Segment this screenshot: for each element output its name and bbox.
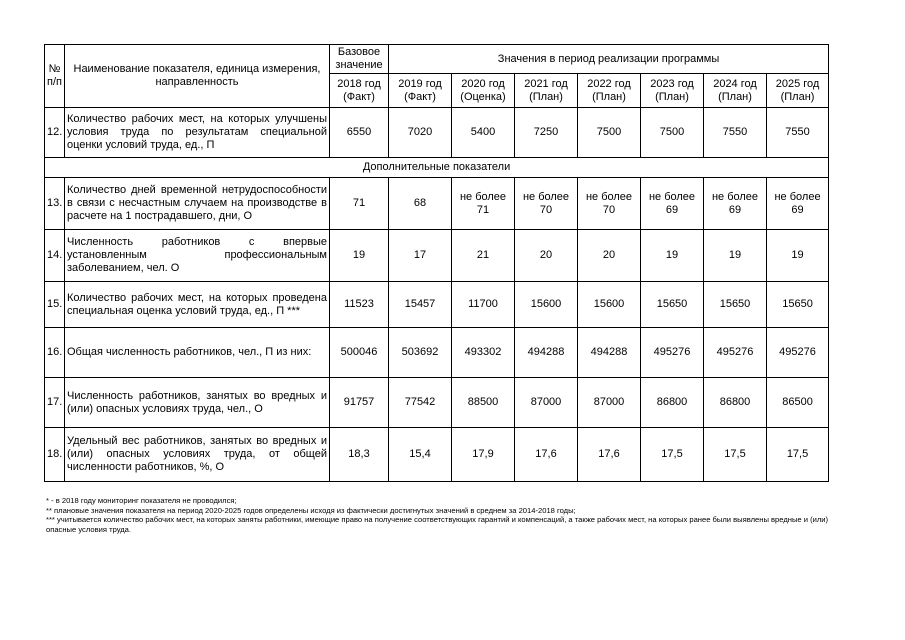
row-name: Количество рабочих мест, на которых улучшены условия труда по результатам специальной оценки условий труда, ед., П	[65, 108, 330, 158]
row-name: Численность работников с впервые установленным профессиональным заболеванием, чел. О	[65, 230, 330, 282]
row-value: 7020	[389, 108, 452, 158]
header-name: Наименование показателя, единица измерения, направленность	[65, 45, 330, 108]
row-value: 71	[330, 178, 389, 230]
header-year: 2020 год (Оценка)	[452, 74, 515, 108]
row-value: 19	[330, 230, 389, 282]
header-year: 2025 год (План)	[767, 74, 829, 108]
row-value: 15457	[389, 282, 452, 328]
row-num: 15.	[45, 282, 65, 328]
row-value: 15600	[515, 282, 578, 328]
footnote: ** плановые значения показателя на период 2020-2025 годов определены исходя из фактически достигнутых значений в среднем за 2014-2018 годы;	[46, 505, 576, 515]
table-row	[45, 282, 829, 328]
row-value: 17,5	[767, 428, 829, 482]
row-num: 17.	[45, 378, 65, 428]
header-year: 2018 год (Факт)	[330, 74, 389, 108]
row-value: 503692	[389, 328, 452, 378]
row-value: 17,5	[641, 428, 704, 482]
table-row	[45, 230, 829, 282]
row-value: 20	[515, 230, 578, 282]
header-num: № п/п	[45, 45, 65, 108]
header-year: 2024 год (План)	[704, 74, 767, 108]
row-value: 21	[452, 230, 515, 282]
footnote: * - в 2018 году мониторинг показателя не проводился;	[46, 496, 237, 505]
row-name: Удельный вес работников, занятых во вредных и (или) опасных условиях труда, от общей численности работников, %, О	[65, 428, 330, 482]
header-year: 2022 год (План)	[578, 74, 641, 108]
row-value: 500046	[330, 328, 389, 378]
table-row	[45, 378, 829, 428]
row-value: 91757	[330, 378, 389, 428]
row-value: 7250	[515, 108, 578, 158]
row-name: Общая численность работников, чел., П из них:	[65, 328, 330, 378]
row-value: 18,3	[330, 428, 389, 482]
row-value: 68	[389, 178, 452, 230]
row-value: 87000	[515, 378, 578, 428]
row-value: 495276	[704, 328, 767, 378]
row-num: 14.	[45, 230, 65, 282]
row-value: не более 70	[515, 178, 578, 230]
header-base: Базовое значение	[330, 45, 389, 74]
row-value: 86800	[704, 378, 767, 428]
row-value: 86800	[641, 378, 704, 428]
row-value: 7500	[578, 108, 641, 158]
row-value: 494288	[578, 328, 641, 378]
row-value: 15650	[767, 282, 829, 328]
header-year: 2021 год (План)	[515, 74, 578, 108]
row-value: 495276	[641, 328, 704, 378]
row-value: 17,6	[578, 428, 641, 482]
table-row	[45, 328, 829, 378]
row-value: не более 71	[452, 178, 515, 230]
row-value: 5400	[452, 108, 515, 158]
row-value: 87000	[578, 378, 641, 428]
row-name: Количество рабочих мест, на которых проведена специальная оценка условий труда, ед., П ***	[65, 282, 330, 328]
row-num: 12.	[45, 108, 65, 158]
row-value: 77542	[389, 378, 452, 428]
header-year: 2019 год (Факт)	[389, 74, 452, 108]
header-period: Значения в период реализации программы	[389, 45, 829, 74]
footnote: *** учитывается количество рабочих мест, на которых заняты работники, имеющие право на получение соответствующих гарантий и компенсаций, а также рабочих мест, на которых ранее были выявлены вредные и (или) опасные условия труда.	[46, 515, 829, 534]
row-value: не более 69	[641, 178, 704, 230]
row-value: 15,4	[389, 428, 452, 482]
row-value: 15600	[578, 282, 641, 328]
row-name: Численность работников, занятых во вредных и (или) опасных условиях труда, чел., О	[65, 378, 330, 428]
row-value: 17	[389, 230, 452, 282]
row-value: 19	[767, 230, 829, 282]
row-value: 7550	[704, 108, 767, 158]
row-value: 17,5	[704, 428, 767, 482]
row-value: 493302	[452, 328, 515, 378]
row-value: 19	[641, 230, 704, 282]
row-name: Количество дней временной нетрудоспособности в связи с несчастным случаем на производстве в расчете на 1 пострадавшего, дни, О	[65, 178, 330, 230]
row-value: 6550	[330, 108, 389, 158]
table-row	[45, 108, 829, 158]
indicators-table	[44, 44, 829, 482]
row-value: 494288	[515, 328, 578, 378]
section-label: Дополнительные показатели	[45, 158, 829, 178]
row-value: 495276	[767, 328, 829, 378]
row-value: 88500	[452, 378, 515, 428]
row-value: 11523	[330, 282, 389, 328]
row-value: 15650	[704, 282, 767, 328]
table-row	[45, 428, 829, 482]
row-value: 17,6	[515, 428, 578, 482]
footnotes	[46, 496, 836, 534]
row-value: не более 70	[578, 178, 641, 230]
row-num: 16.	[45, 328, 65, 378]
row-value: 11700	[452, 282, 515, 328]
header-year: 2023 год (План)	[641, 74, 704, 108]
row-value: не более 69	[704, 178, 767, 230]
row-value: 17,9	[452, 428, 515, 482]
row-num: 13.	[45, 178, 65, 230]
row-value: 7500	[641, 108, 704, 158]
row-value: 7550	[767, 108, 829, 158]
table-row	[45, 178, 829, 230]
row-value: 86500	[767, 378, 829, 428]
row-num: 18.	[45, 428, 65, 482]
row-value: не более 69	[767, 178, 829, 230]
row-value: 15650	[641, 282, 704, 328]
row-value: 20	[578, 230, 641, 282]
row-value: 19	[704, 230, 767, 282]
